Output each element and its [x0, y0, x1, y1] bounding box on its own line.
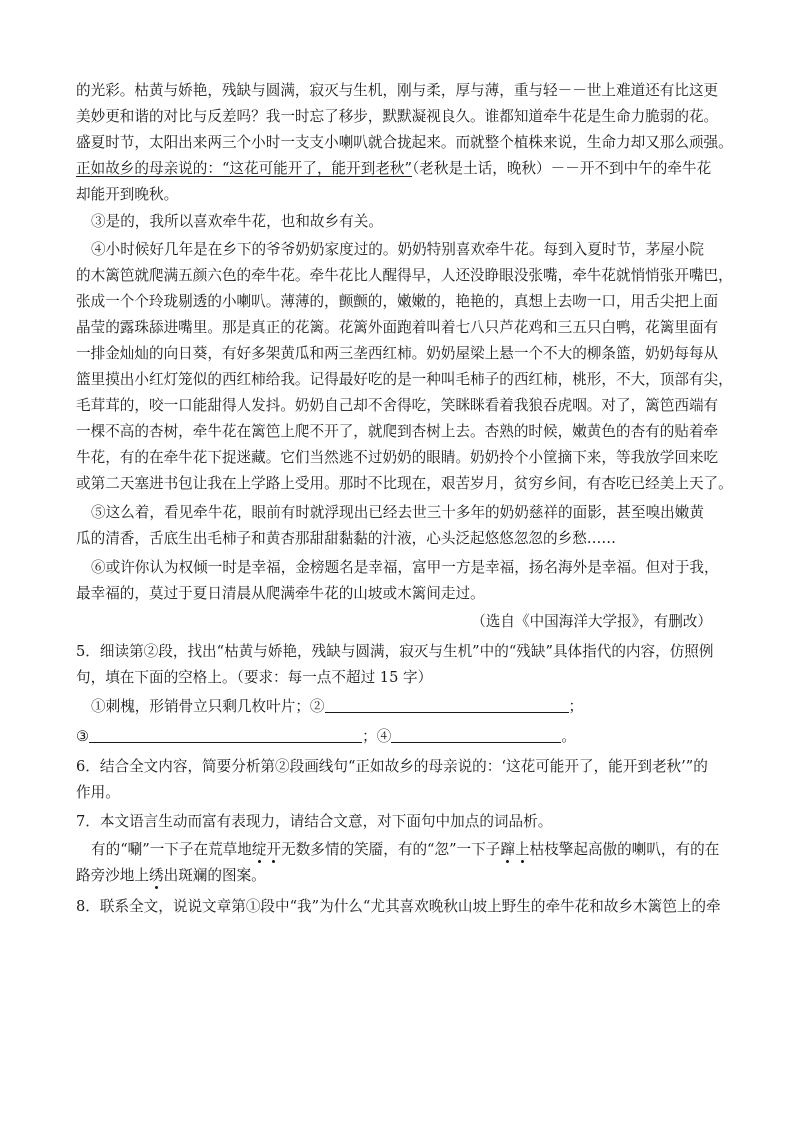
- passage-line: 的光彩。枯黄与娇艳，残缺与圆满，寂灭与生机，刚与柔，厚与薄，重与轻－－世上难道还有比这更: [76, 82, 719, 99]
- answer-blank-3[interactable]: [89, 728, 362, 743]
- answer-blank-2[interactable]: [325, 698, 569, 713]
- dotted-word-1: [252, 841, 281, 858]
- paragraph-4-line: 毛茸茸的，咬一口能甜得人发抖。奶奶自己却不舍得吃，笑眯眯看着我狼吞虎咽。对了，篱笆西端有: [76, 397, 719, 414]
- emphasis-char: 蹿: [500, 841, 515, 858]
- paragraph-4-line: ④小时候好几年是在乡下的爷爷奶奶家度过的。奶奶特别喜欢牵牛花。每到入夏时节，茅屋小院: [91, 241, 704, 258]
- passage-line: [76, 159, 716, 179]
- question-5-line: 句，填在下面的空格上。（要求：每一点不超过 15 字）: [76, 669, 433, 686]
- passage-line: 美妙更和谐的对比与反差吗？我一时忘了移步，默默凝视良久。谁都知道牵牛花是生命力脆弱的花。: [76, 108, 719, 125]
- dotted-word-2: [500, 841, 529, 858]
- paragraph-4-line: 的木篱笆就爬满五颜六色的牵牛花。牵牛花比人醒得早，人还没睁眼没张嘴，牵牛花就悄悄张开嘴巴，: [76, 267, 733, 284]
- paragraph-6-line: 最幸福的，莫过于夏日清晨从爬满牵牛花的山坡或木篱间走过。: [76, 585, 485, 602]
- punctuation: 。: [561, 728, 576, 745]
- paragraph-5-line: ⑤这么着，看见牵牛花，眼前有时就浮现出已经去世三十多年的奶奶慈祥的面影，甚至嗅出嫩黄: [91, 504, 704, 521]
- underlined-sentence: 正如故乡的母亲说的：“这花可能开了，能开到老秋”: [76, 160, 412, 177]
- sentence-text: 无数多情的笑靥，有的“忽”一下子: [281, 841, 501, 858]
- question-8-line: 8．联系全文，说说文章第①段中“我”为什么“尤其喜欢晚秋山坡上野生的牵牛花和故乡木篱笆上的牵: [76, 898, 721, 915]
- sentence-text: 路旁沙地上: [76, 867, 149, 884]
- paragraph-4-line: 一排金灿灿的向日葵，有好多架黄瓜和两三垄西红柿。奶奶屋梁上悬一个不大的柳条篮，奶奶每每从: [76, 345, 719, 362]
- emphasis-char: 绽: [251, 841, 267, 858]
- paragraph-4-line: 一棵不高的杏树，牵牛花在篱笆上爬不开了，就爬到杏树上去。杏熟的时候，嫩黄色的杏有的贴着牵: [76, 423, 719, 440]
- paragraph-4-line: 篮里摸出小红灯笼似的西红柿给我。记得最好吃的是一种叫毛柿子的西红柿，桃形，不大，顶部有尖，: [76, 371, 733, 388]
- question-5-answer-row: [91, 697, 716, 717]
- emphasis-char: 绣: [148, 867, 164, 884]
- dotted-word-3: [149, 867, 164, 884]
- question-7-sentence: [91, 840, 720, 860]
- paragraph-4-line: 或第二天塞进书包让我在上学路上受用。那时不比现在，艰苦岁月，贫穷乡间，有杏吃已经美上天了。: [76, 475, 733, 492]
- circle-number: ③: [76, 728, 90, 745]
- paragraph-4-line: 晶莹的露珠舔进嘴里。那是真正的花篱。花篱外面跑着叫着七八只芦花鸡和三五只白鸭，花篱里面有: [76, 319, 719, 336]
- passage-text: （老秋是土话，晚秋）－－开不到中午的牵牛花: [412, 160, 712, 177]
- passage-line: 却能开到晚秋。: [76, 186, 179, 203]
- source-note: （选自《中国海洋大学报》，有删改）: [471, 613, 712, 630]
- sentence-text: 有的“唰”一下子在荒草地: [91, 841, 252, 858]
- emphasis-char: 上: [514, 841, 530, 858]
- paragraph-4-line: 牛花，有的在牵牛花下捉迷藏。它们当然逃不过奶奶的眼睛。奶奶拎个小筐摘下来，等我放学回来吃: [76, 449, 719, 466]
- answer-blank-4[interactable]: [391, 728, 561, 743]
- question-7-sentence: [76, 866, 716, 886]
- paragraph-6-line: ⑥或许你认为权倾一时是幸福，金榜题名是幸福，富甲一方是幸福，扬名海外是幸福。但对于我，: [91, 559, 719, 576]
- passage-line: 盛夏时节，太阳出来两三个小时一支支小喇叭就合拢起来。而就整个植株来说，生命力却又那么顽强。: [76, 134, 733, 151]
- sentence-text: 枯枝擎起高傲的喇叭，有的在: [529, 841, 720, 858]
- question-5-answer-row: [76, 727, 716, 747]
- question-6-line: 作用。: [76, 784, 120, 801]
- paragraph-4-line: 张成一个个玲珑剔透的小喇叭。薄薄的，颤颤的，嫩嫩的，艳艳的，真想上去吻一口，用舌尖把上面: [76, 293, 719, 310]
- example-answer: ①刺槐，形销骨立只剩几枚叶片；②: [91, 698, 325, 715]
- question-7-line: 7．本文语言生动而富有表现力，请结合文意，对下面句中加点的词品析。: [76, 813, 553, 830]
- sentence-text: 出斑斓的图案。: [163, 867, 266, 884]
- question-6-line: 6．结合全文内容，简要分析第②段画线句“正如故乡的母亲说的：‘这花可能开了，能开到老秋’”的: [76, 758, 708, 775]
- emphasis-char: 开: [266, 841, 282, 858]
- circle-number: ④: [376, 728, 392, 745]
- paragraph-3: ③是的，我所以喜欢牵牛花，也和故乡有关。: [91, 213, 383, 230]
- question-5-line: 5．细读第②段，找出“枯黄与娇艳，残缺与圆满，寂灭与生机”中的“残缺”具体指代的内容，仿照例: [76, 643, 714, 660]
- paragraph-5-line: 瓜的清香，舌底生出毛柿子和黄杏那甜甜黏黏的汁液，心头泛起悠悠忽忽的乡愁……: [76, 530, 616, 547]
- punctuation: ；: [568, 698, 584, 715]
- punctuation: ；: [362, 728, 377, 745]
